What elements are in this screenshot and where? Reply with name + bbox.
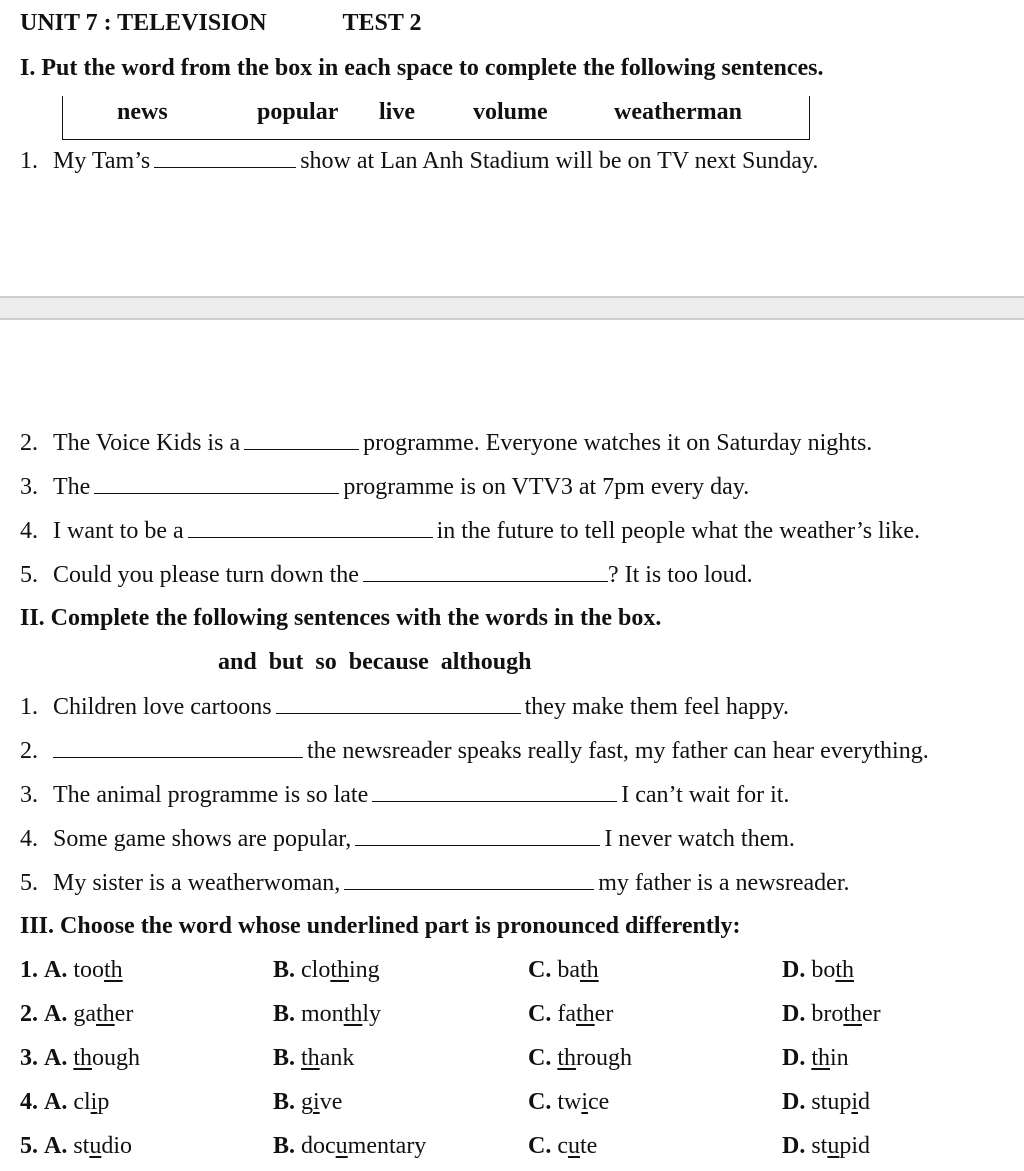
choice-option-b[interactable] bbox=[273, 955, 380, 985]
word-part: ba bbox=[557, 957, 580, 983]
section3-instruction: III. Choose the word whose underlined part is pronounced differently: bbox=[20, 913, 741, 939]
option-letter: A. bbox=[44, 1089, 68, 1115]
underlined-part: th bbox=[96, 1001, 115, 1027]
option-letter: D. bbox=[782, 1045, 806, 1071]
choice-option-b[interactable] bbox=[273, 1087, 342, 1117]
underlined-part: th bbox=[576, 1001, 595, 1027]
option-letter: C. bbox=[528, 1133, 552, 1159]
word-part: too bbox=[73, 957, 105, 983]
choice-question-2 bbox=[20, 999, 1010, 1029]
question-number: 5. bbox=[20, 870, 38, 896]
question-number: 3. bbox=[20, 474, 38, 500]
underlined-part: u bbox=[568, 1133, 580, 1159]
s1-question-5 bbox=[20, 559, 753, 590]
box-word: weatherman bbox=[614, 99, 742, 125]
question-number: 4. bbox=[20, 826, 38, 852]
option-letter: B. bbox=[273, 1133, 296, 1159]
word-part: pid bbox=[839, 1133, 871, 1159]
option-letter: D. bbox=[782, 957, 806, 983]
choice-option-a[interactable] bbox=[20, 1087, 109, 1117]
underlined-part: th bbox=[343, 1001, 363, 1027]
word-part: d bbox=[858, 1089, 871, 1115]
question-number: 5. bbox=[20, 1133, 38, 1159]
word-part: clo bbox=[301, 957, 331, 983]
choice-option-b[interactable] bbox=[273, 999, 381, 1029]
option-letter: B. bbox=[273, 957, 296, 983]
question-number: 1. bbox=[20, 694, 38, 720]
option-letter: C. bbox=[528, 1089, 552, 1115]
answer-blank[interactable] bbox=[244, 427, 359, 450]
question-number: 5. bbox=[20, 562, 38, 588]
choice-option-d[interactable] bbox=[782, 1043, 849, 1073]
box-word: news bbox=[117, 99, 168, 125]
question-number: 3. bbox=[20, 782, 38, 808]
word-part: st bbox=[811, 1133, 828, 1159]
underlined-part: th bbox=[330, 957, 350, 983]
question-text: Children love cartoons bbox=[53, 694, 272, 720]
word-part: tw bbox=[557, 1089, 582, 1115]
word-part: in bbox=[830, 1045, 849, 1071]
s2-question-2 bbox=[20, 735, 929, 766]
answer-blank[interactable] bbox=[355, 823, 600, 846]
word-part: g bbox=[301, 1089, 314, 1115]
underlined-part: i bbox=[313, 1089, 320, 1115]
page-one bbox=[0, 0, 1024, 296]
underlined-part: u bbox=[89, 1133, 102, 1159]
word-part: cl bbox=[73, 1089, 91, 1115]
underlined-part: u bbox=[827, 1133, 840, 1159]
word-part: ga bbox=[73, 1001, 96, 1027]
choice-option-d[interactable] bbox=[782, 999, 881, 1029]
word-part: fa bbox=[557, 1001, 576, 1027]
answer-blank[interactable] bbox=[154, 145, 296, 168]
choice-option-d[interactable] bbox=[782, 1131, 870, 1161]
option-letter: C. bbox=[528, 957, 552, 983]
choice-option-c[interactable] bbox=[528, 1087, 609, 1117]
word-part: ank bbox=[319, 1045, 355, 1071]
s2-question-4 bbox=[20, 823, 795, 854]
question-text: I want to be a bbox=[53, 518, 184, 544]
underlined-part: u bbox=[335, 1133, 348, 1159]
underlined-part: th bbox=[835, 957, 855, 983]
box-word: popular bbox=[257, 99, 339, 125]
option-letter: C. bbox=[528, 1045, 552, 1071]
option-letter: A. bbox=[44, 1045, 68, 1071]
question-text: ? It is too loud. bbox=[607, 562, 753, 588]
choice-option-c[interactable] bbox=[528, 1043, 632, 1073]
choice-question-1 bbox=[20, 955, 1010, 985]
word-part: p bbox=[97, 1089, 110, 1115]
question-text: The bbox=[53, 474, 91, 500]
word-part: bro bbox=[811, 1001, 844, 1027]
underlined-part: th bbox=[557, 1045, 577, 1071]
choice-option-c[interactable] bbox=[528, 999, 613, 1029]
word-part: rough bbox=[576, 1045, 633, 1071]
section1-instruction: I. Put the word from the box in each space to complete the following sentences. bbox=[20, 55, 824, 81]
answer-blank[interactable] bbox=[53, 735, 303, 758]
choice-option-b[interactable] bbox=[273, 1043, 354, 1073]
underlined-part: th bbox=[104, 957, 123, 983]
answer-blank[interactable] bbox=[94, 471, 339, 494]
s2-question-5 bbox=[20, 867, 850, 898]
page-two bbox=[0, 320, 1024, 1171]
s2-question-3 bbox=[20, 779, 789, 810]
box-word: volume bbox=[473, 99, 548, 125]
question-number: 1. bbox=[20, 148, 38, 174]
test-title: TEST 2 bbox=[342, 10, 422, 36]
question-text: Some game shows are popular, bbox=[53, 826, 352, 852]
choice-option-d[interactable] bbox=[782, 955, 854, 985]
option-letter: D. bbox=[782, 1001, 806, 1027]
word-part: dio bbox=[101, 1133, 133, 1159]
page-separator bbox=[0, 296, 1024, 320]
answer-blank[interactable] bbox=[372, 779, 617, 802]
word-part: er bbox=[862, 1001, 881, 1027]
s1-question-4 bbox=[20, 515, 920, 546]
word-part: mon bbox=[301, 1001, 344, 1027]
question-number: 4. bbox=[20, 1089, 38, 1115]
question-text: I can’t wait for it. bbox=[621, 782, 790, 808]
question-text: programme. Everyone watches it on Saturday nights. bbox=[363, 430, 873, 456]
s1-question-2 bbox=[20, 427, 872, 458]
conjunction-box: and but so because although bbox=[218, 649, 532, 675]
question-text: The animal programme is so late bbox=[53, 782, 369, 808]
option-letter: C. bbox=[528, 1001, 552, 1027]
word-part: st bbox=[73, 1133, 90, 1159]
choice-option-a[interactable] bbox=[20, 955, 123, 985]
word-part: ly bbox=[362, 1001, 382, 1027]
s1-question-3 bbox=[20, 471, 749, 502]
underlined-part: th bbox=[580, 957, 599, 983]
choice-option-c[interactable] bbox=[528, 955, 599, 985]
word-part: ough bbox=[92, 1045, 141, 1071]
underlined-part: i bbox=[851, 1089, 859, 1115]
question-text: My Tam’s bbox=[53, 148, 151, 174]
question-text: I never watch them. bbox=[604, 826, 795, 852]
word-part: stup bbox=[811, 1089, 852, 1115]
question-text: my father is a newsreader. bbox=[598, 870, 850, 896]
choice-option-a[interactable] bbox=[20, 999, 133, 1029]
choice-option-a[interactable] bbox=[20, 1131, 132, 1161]
choice-option-a[interactable] bbox=[20, 1043, 140, 1073]
underlined-part: i bbox=[581, 1089, 589, 1115]
worksheet-header bbox=[20, 8, 421, 38]
question-number: 2. bbox=[20, 1001, 38, 1027]
question-text: the newsreader speaks really fast, my father can hear everything. bbox=[307, 738, 929, 764]
option-letter: B. bbox=[273, 1001, 296, 1027]
word-part: er bbox=[114, 1001, 134, 1027]
question-text: Could you please turn down the bbox=[53, 562, 359, 588]
choice-question-5 bbox=[20, 1131, 1010, 1161]
question-number: 3. bbox=[20, 1045, 38, 1071]
option-letter: D. bbox=[782, 1133, 806, 1159]
question-number: 2. bbox=[20, 430, 38, 456]
box-word: live bbox=[379, 99, 415, 125]
question-text: My sister is a weatherwoman, bbox=[53, 870, 341, 896]
question-number: 4. bbox=[20, 518, 38, 544]
word-box bbox=[62, 96, 810, 140]
question-number: 2. bbox=[20, 738, 38, 764]
section2-instruction: II. Complete the following sentences with the words in the box. bbox=[20, 605, 662, 631]
choice-option-d[interactable] bbox=[782, 1087, 870, 1117]
underlined-part: th bbox=[301, 1045, 320, 1071]
question-text: The Voice Kids is a bbox=[53, 430, 241, 456]
word-part: te bbox=[580, 1133, 598, 1159]
word-part: bo bbox=[811, 957, 836, 983]
s2-question-1 bbox=[20, 691, 789, 722]
question-text: in the future to tell people what the weather’s like. bbox=[436, 518, 921, 544]
answer-blank[interactable] bbox=[188, 515, 433, 538]
choice-option-c[interactable] bbox=[528, 1131, 597, 1161]
option-letter: A. bbox=[44, 1001, 68, 1027]
option-letter: A. bbox=[44, 1133, 68, 1159]
question-text: programme is on VTV3 at 7pm every day. bbox=[343, 474, 750, 500]
option-letter: B. bbox=[273, 1045, 296, 1071]
word-part: doc bbox=[301, 1133, 336, 1159]
question-text: show at Lan Anh Stadium will be on TV next Sunday. bbox=[300, 148, 819, 174]
option-letter: B. bbox=[273, 1089, 296, 1115]
choice-option-b[interactable] bbox=[273, 1131, 426, 1161]
question-text: they make them feel happy. bbox=[524, 694, 789, 720]
question-number: 1. bbox=[20, 957, 38, 983]
option-letter: D. bbox=[782, 1089, 806, 1115]
word-part: mentary bbox=[347, 1133, 427, 1159]
choice-question-4 bbox=[20, 1087, 1010, 1117]
underlined-part: th bbox=[811, 1045, 831, 1071]
underlined-part: th bbox=[73, 1045, 93, 1071]
option-letter: A. bbox=[44, 957, 68, 983]
word-part: c bbox=[557, 1133, 568, 1159]
choice-question-3 bbox=[20, 1043, 1010, 1073]
answer-blank[interactable] bbox=[363, 559, 608, 582]
unit-title: UNIT 7 : TELEVISION bbox=[20, 10, 267, 36]
word-part: ce bbox=[588, 1089, 610, 1115]
s1-question-1 bbox=[20, 145, 818, 176]
underlined-part: th bbox=[843, 1001, 863, 1027]
answer-blank[interactable] bbox=[344, 867, 594, 890]
underlined-part: i bbox=[90, 1089, 98, 1115]
word-part: er bbox=[594, 1001, 614, 1027]
word-part: ve bbox=[319, 1089, 343, 1115]
word-part: ing bbox=[349, 957, 380, 983]
answer-blank[interactable] bbox=[276, 691, 521, 714]
